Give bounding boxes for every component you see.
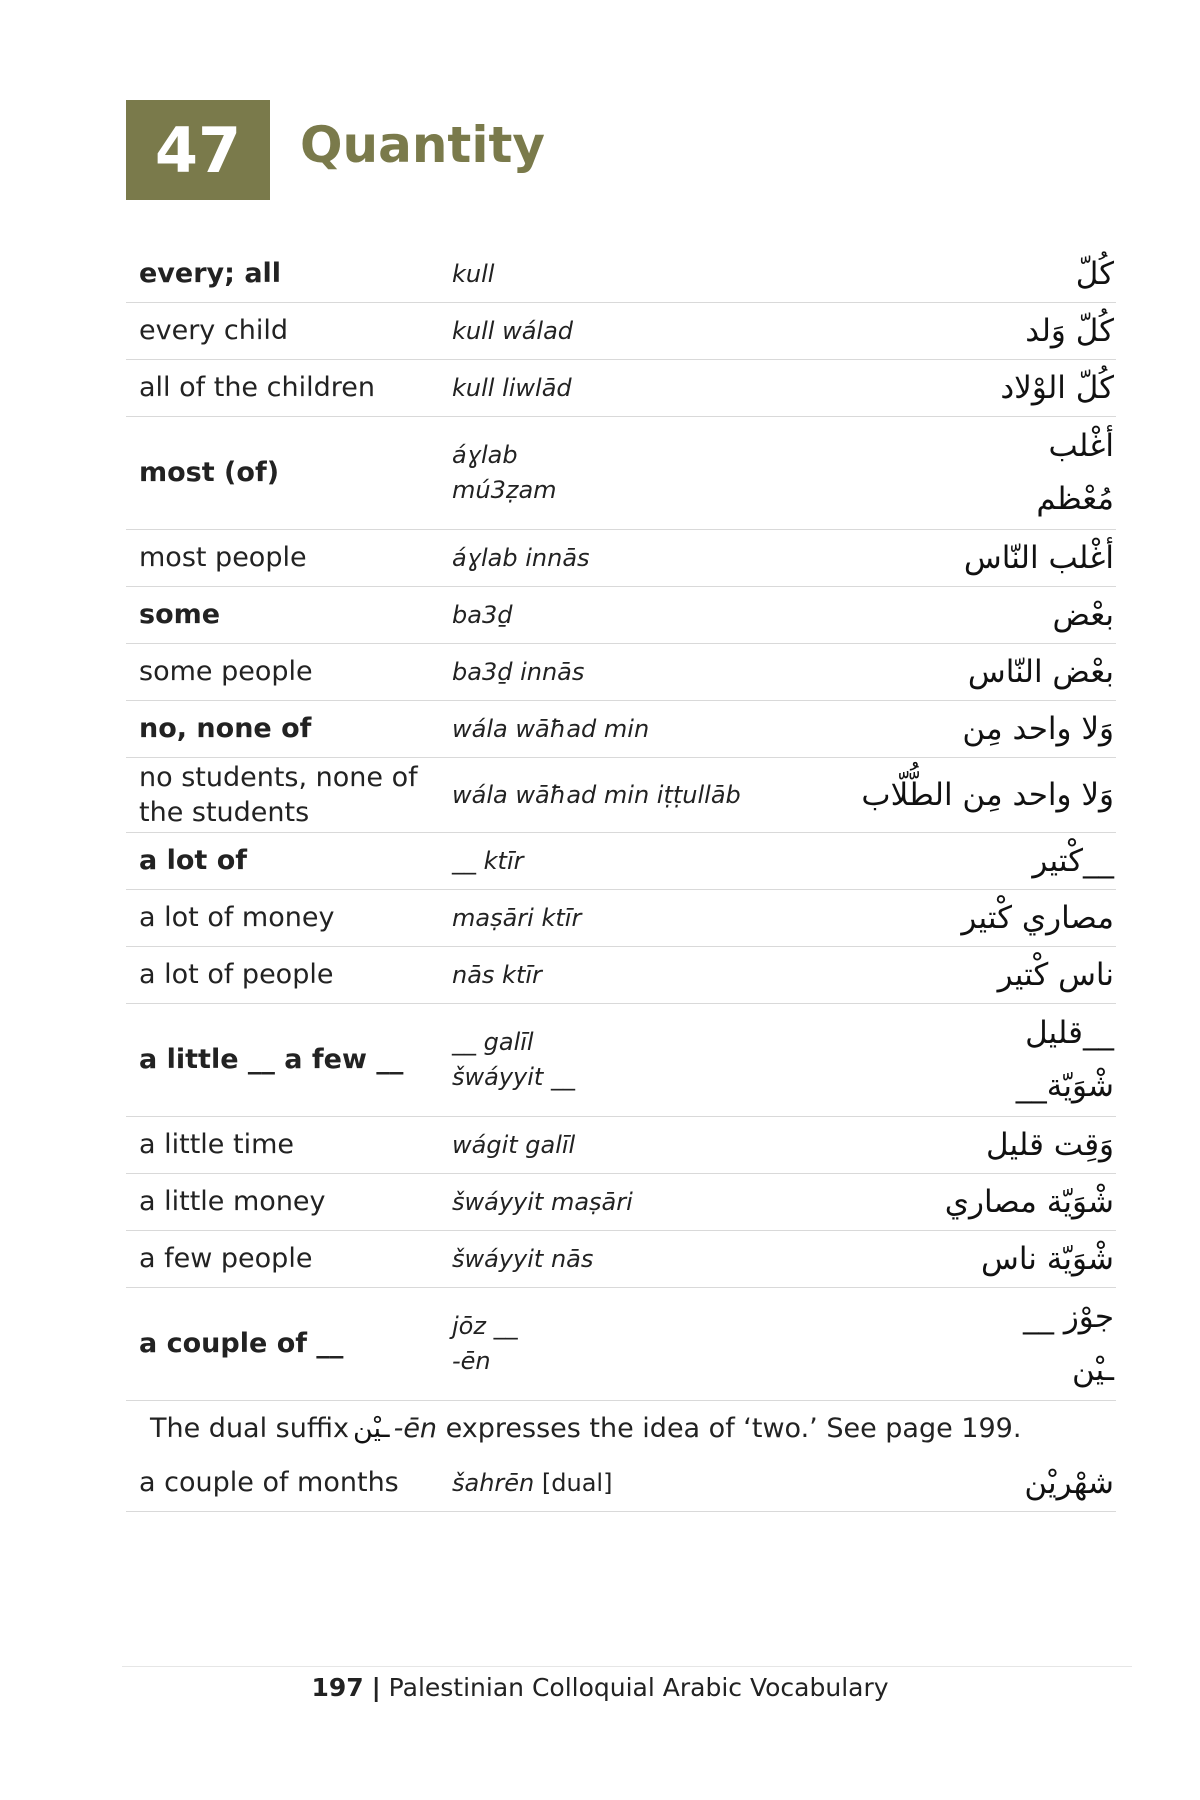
transliteration (452, 1185, 852, 1220)
note-text-before: The dual suffix (150, 1412, 349, 1444)
transliteration-line: ba3ḏ (452, 600, 513, 629)
arabic-line: بعْض النّاس (967, 653, 1114, 690)
table-row (126, 1117, 1116, 1174)
english-term: a lot of money (139, 902, 335, 934)
transliteration (452, 844, 852, 879)
arabic-line: __قليل (1025, 1015, 1114, 1052)
english-term: every child (139, 315, 288, 347)
arabic-term (852, 1233, 1116, 1286)
english-term: a little time (139, 1129, 294, 1161)
transliteration (452, 958, 852, 993)
arabic-line: كُلّ وَلد (1025, 312, 1114, 349)
english-term: a lot of (139, 845, 248, 877)
english-term: a couple of months (139, 1467, 399, 1499)
english-term: some people (139, 656, 313, 688)
english-term: a few people (139, 1243, 313, 1275)
transliteration-line: kull liwlād (452, 373, 572, 402)
english-term: most (of) (139, 457, 280, 489)
arabic-line: وَلا واحد مِن (962, 710, 1114, 747)
table-row (126, 890, 1116, 947)
transliteration (452, 1025, 852, 1095)
dual-tag: [dual] (541, 1468, 613, 1497)
arabic-term (852, 362, 1116, 415)
arabic-line: مُعْظم (1036, 481, 1114, 517)
page-number: 197 (311, 1673, 364, 1702)
arabic-term (852, 1007, 1116, 1112)
arabic-line: ـيْن (1071, 1352, 1114, 1388)
transliteration-line: šwáyyit __ (452, 1063, 575, 1091)
arabic-line: أغْلب النّاس (963, 539, 1114, 576)
transliteration (452, 314, 852, 349)
english-term: no, none of (139, 713, 312, 745)
arabic-term (852, 1119, 1116, 1172)
table-row (126, 246, 1116, 303)
arabic-term (852, 532, 1116, 585)
transliteration-line: mú3ẓam (452, 476, 557, 504)
table-row (126, 1231, 1116, 1288)
table-row (126, 701, 1116, 758)
english-term: a little __ a few __ (139, 1044, 404, 1076)
arabic-line: أغْلب (1048, 428, 1114, 465)
english-term: all of the children (139, 372, 375, 404)
english-term: a lot of people (139, 959, 334, 991)
transliteration-line: šwáyyit nās (452, 1244, 594, 1273)
transliteration-line: nās ktīr (452, 960, 542, 989)
transliteration-line: wála wāħad min (452, 714, 650, 743)
arabic-term (852, 248, 1116, 301)
arabic-term (852, 703, 1116, 756)
chapter-title: Quantity (300, 116, 545, 174)
note-row (126, 1401, 1116, 1455)
transliteration-line: __ galīl (452, 1028, 534, 1057)
transliteration-line: kull (452, 259, 495, 288)
table-row (126, 1174, 1116, 1231)
transliteration-line: wágit galīl (452, 1130, 576, 1159)
arabic-term (852, 769, 1116, 822)
table-row (126, 303, 1116, 360)
english-term: a little money (139, 1186, 326, 1218)
arabic-line: __كْتير (1032, 842, 1114, 879)
arabic-line: شْوَيّة__ (1015, 1068, 1114, 1104)
arabic-term (852, 892, 1116, 945)
arabic-line: ناس كْتير (997, 956, 1114, 993)
transliteration (452, 1242, 852, 1277)
arabic-term (852, 949, 1116, 1002)
transliteration (452, 655, 852, 690)
transliteration-line: áɣlab innās (452, 543, 590, 572)
transliteration-line: ba3ḏ innās (452, 657, 585, 686)
footer-separator: | (371, 1673, 381, 1702)
note-arabic-suffix: ـيْن (352, 1412, 390, 1444)
transliteration (452, 598, 852, 633)
arabic-line: جوْز __ (1022, 1299, 1114, 1336)
english-term: no students, none of the students (139, 761, 418, 828)
transliteration (452, 712, 852, 747)
transliteration-line: wála wāħad min iṭṭullāb (452, 780, 741, 809)
transliteration-line: áɣlab (452, 441, 518, 470)
table-row (126, 530, 1116, 587)
arabic-term (852, 305, 1116, 358)
table-row-couple-of-months (126, 1455, 1116, 1512)
chapter-number: 47 (154, 113, 242, 187)
arabic-line: شْوَيّة ناس (980, 1240, 1114, 1277)
vocabulary-table (126, 246, 1116, 1512)
arabic-term (852, 1176, 1116, 1229)
arabic-line: كُلّ (1075, 255, 1114, 292)
transliteration (452, 438, 852, 508)
footer-divider (122, 1666, 1132, 1667)
page-footer (0, 1673, 1200, 1702)
arabic-term (852, 835, 1116, 888)
transliteration-line: kull wálad (452, 316, 574, 345)
book-title: Palestinian Colloquial Arabic Vocabulary (388, 1673, 889, 1702)
arabic-line: مصاري كْتير (961, 899, 1114, 936)
arabic-term (852, 1291, 1116, 1396)
english-term: a couple of __ (139, 1328, 344, 1360)
english-term: every; all (139, 258, 282, 290)
table-row (126, 644, 1116, 701)
transliteration-line: jōz __ (452, 1312, 518, 1341)
arabic-line: شْوَيّة مصاري (944, 1183, 1114, 1220)
table-row (126, 417, 1116, 530)
table-row (126, 833, 1116, 890)
table-row (126, 758, 1116, 833)
note-suffix-translit: -ēn (393, 1412, 438, 1444)
table-row (126, 360, 1116, 417)
note-text-after: expresses the idea of ‘two.’ See page 199. (445, 1412, 1022, 1444)
transliteration (452, 541, 852, 576)
transliteration (452, 371, 852, 406)
transliteration (452, 1128, 852, 1163)
transliteration (452, 1309, 852, 1379)
arabic-term: شهْريْن (1024, 1464, 1114, 1501)
transliteration-line: -ēn (452, 1347, 491, 1375)
transliteration (452, 778, 852, 813)
transliteration-text: šahrēn (452, 1468, 535, 1497)
transliteration (452, 901, 852, 936)
table-row (126, 947, 1116, 1004)
arabic-line: بعْض (1052, 596, 1114, 633)
transliteration (452, 1466, 852, 1501)
transliteration-line: __ ktīr (452, 846, 524, 875)
arabic-line: كُلّ الوْلاد (1000, 369, 1114, 406)
transliteration-line: maṣāri ktīr (452, 903, 582, 932)
english-term: most people (139, 542, 307, 574)
transliteration-line: šwáyyit maṣāri (452, 1187, 633, 1216)
table-row (126, 1288, 1116, 1401)
chapter-number-box (126, 100, 270, 200)
english-term: some (139, 599, 221, 631)
arabic-line: وَلا واحد مِن الطُّلّاب (861, 776, 1114, 813)
arabic-term (852, 646, 1116, 699)
transliteration (452, 257, 852, 292)
table-row (126, 1004, 1116, 1117)
table-row (126, 587, 1116, 644)
arabic-term (852, 589, 1116, 642)
arabic-term (852, 420, 1116, 525)
arabic-line: وَقِت قليل (986, 1126, 1114, 1163)
